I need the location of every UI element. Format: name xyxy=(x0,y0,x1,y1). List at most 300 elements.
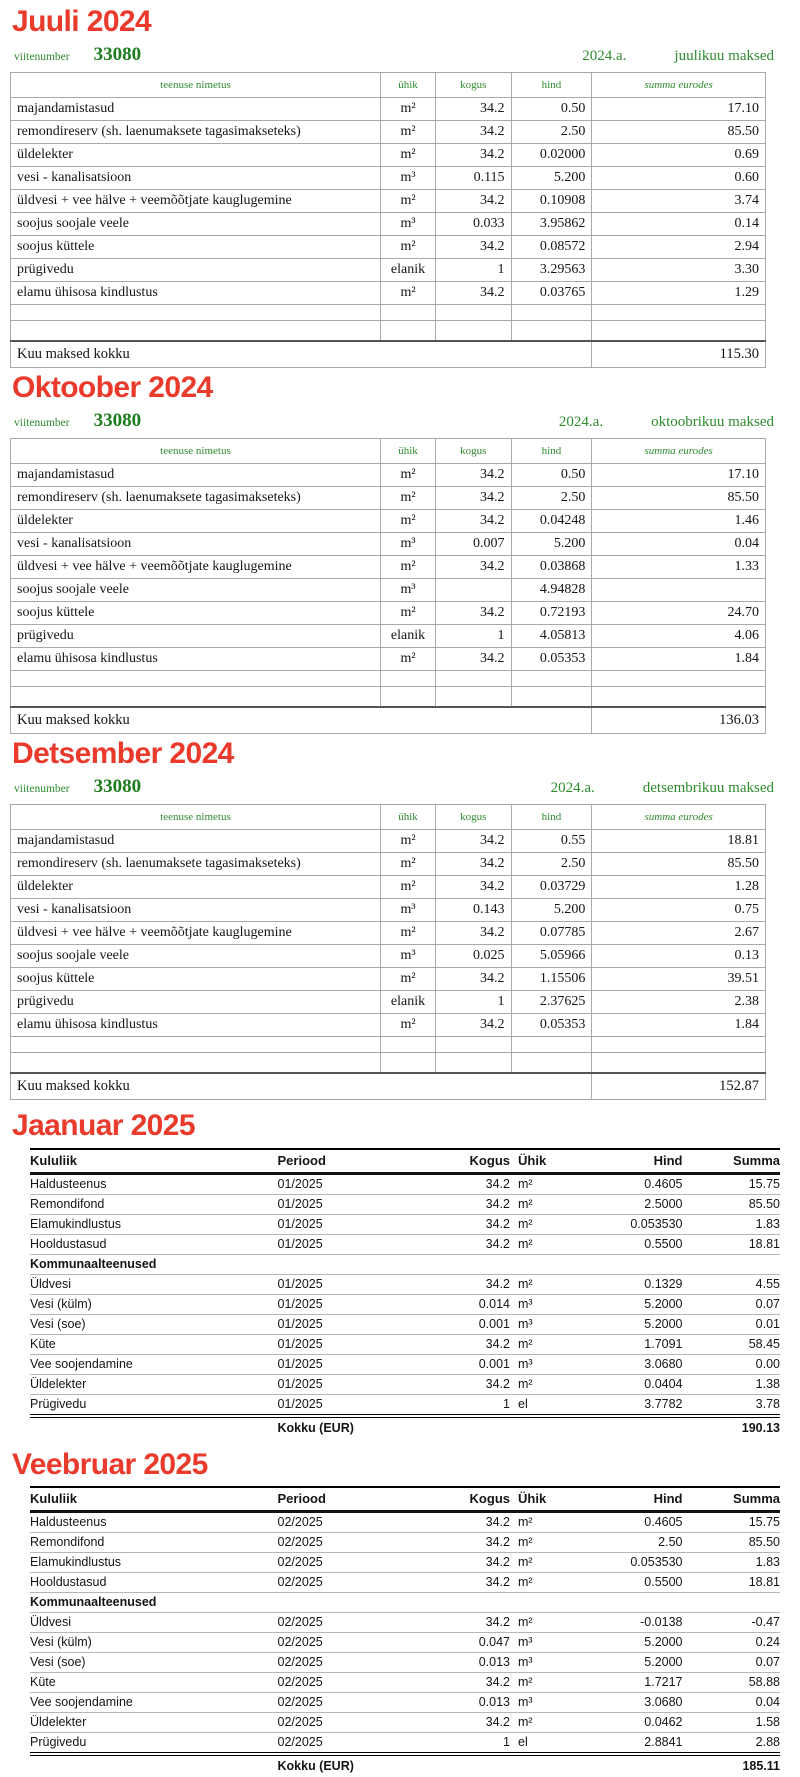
cost-type: Hooldustasud xyxy=(30,1234,278,1254)
column-header-unit: ühik xyxy=(380,438,435,463)
section-title: Jaanuar 2025 xyxy=(12,1109,195,1143)
cost-row xyxy=(30,1573,780,1593)
cost-type: Hooldustasud xyxy=(30,1573,278,1593)
service-quantity xyxy=(436,578,512,601)
service-price: 0.10908 xyxy=(511,189,592,212)
cost-unit: m² xyxy=(510,1533,570,1553)
cost-sum: 3.78 xyxy=(683,1394,781,1416)
service-sum: 1.29 xyxy=(592,282,766,305)
column-header-unit: Ühik xyxy=(510,1487,570,1512)
cost-price xyxy=(570,1254,683,1274)
empty-row xyxy=(11,1037,766,1053)
service-quantity: 34.2 xyxy=(436,852,512,875)
column-header-quantity: kogus xyxy=(436,438,512,463)
service-quantity: 34.2 xyxy=(436,143,512,166)
cost-sum: 18.81 xyxy=(683,1573,781,1593)
service-name: remondireserv (sh. laenumaksete tagasimakseteks) xyxy=(11,120,381,143)
service-price: 0.05353 xyxy=(511,1014,592,1037)
cost-quantity: 34.2 xyxy=(435,1194,510,1214)
service-quantity: 34.2 xyxy=(436,968,512,991)
statement-month-title: oktoobrikuu maksed xyxy=(651,413,774,430)
cost-unit: el xyxy=(510,1394,570,1416)
cost-quantity: 34.2 xyxy=(435,1573,510,1593)
service-sum: 2.38 xyxy=(592,991,766,1014)
cost-price: 5.2000 xyxy=(570,1294,683,1314)
service-sum: 85.50 xyxy=(592,852,766,875)
cost-period: 01/2025 xyxy=(278,1274,436,1294)
service-price: 0.03868 xyxy=(511,555,592,578)
cost-sum: 0.07 xyxy=(683,1653,781,1673)
cost-table xyxy=(30,1148,780,1439)
column-header-sum: Summa xyxy=(683,1487,781,1512)
cost-period: 02/2025 xyxy=(278,1633,436,1653)
service-name: elamu ühisosa kindlustus xyxy=(11,282,381,305)
invoice-sections-2025 xyxy=(10,1110,790,1777)
empty-row xyxy=(11,305,766,321)
cost-quantity xyxy=(435,1593,510,1613)
cost-sum: 4.55 xyxy=(683,1274,781,1294)
month-statement-section xyxy=(10,372,790,734)
charge-row xyxy=(11,97,766,120)
service-sum: 1.33 xyxy=(592,555,766,578)
service-sum: 1.84 xyxy=(592,1014,766,1037)
cost-unit: el xyxy=(510,1733,570,1755)
cost-sum: 0.00 xyxy=(683,1354,781,1374)
service-price: 4.94828 xyxy=(511,578,592,601)
cost-row xyxy=(30,1693,780,1713)
service-sum: 18.81 xyxy=(592,829,766,852)
cost-row xyxy=(30,1553,780,1573)
service-quantity: 34.2 xyxy=(436,829,512,852)
section-title: Veebruar 2025 xyxy=(12,1447,208,1481)
statement-sections-2024 xyxy=(10,6,790,1100)
service-name: soojus soojale veele xyxy=(11,212,381,235)
service-sum: 17.10 xyxy=(592,97,766,120)
cost-period: 01/2025 xyxy=(278,1354,436,1374)
cost-price: 0.4605 xyxy=(570,1173,683,1194)
cost-type: Üldelekter xyxy=(30,1713,278,1733)
service-name: elamu ühisosa kindlustus xyxy=(11,1014,381,1037)
cost-sum: 2.88 xyxy=(683,1733,781,1755)
service-quantity: 34.2 xyxy=(436,509,512,532)
service-price: 0.55 xyxy=(511,829,592,852)
service-unit: m³ xyxy=(380,166,435,189)
cost-type: Elamukindlustus xyxy=(30,1214,278,1234)
service-name: elamu ühisosa kindlustus xyxy=(11,648,381,671)
cost-quantity xyxy=(435,1254,510,1274)
service-quantity: 34.2 xyxy=(436,236,512,259)
column-header-period: Periood xyxy=(278,1149,436,1174)
cost-quantity: 34.2 xyxy=(435,1214,510,1234)
cost-unit: m² xyxy=(510,1713,570,1733)
service-price: 0.03765 xyxy=(511,282,592,305)
service-sum: 0.75 xyxy=(592,898,766,921)
service-name: vesi - kanalisatsioon xyxy=(11,532,381,555)
service-name: soojus soojale veele xyxy=(11,578,381,601)
cost-sum: -0.47 xyxy=(683,1613,781,1633)
service-name: üldelekter xyxy=(11,143,381,166)
cost-price: 0.0404 xyxy=(570,1374,683,1394)
table-header-row xyxy=(11,438,766,463)
service-sum: 2.67 xyxy=(592,921,766,944)
section-title: Detsember 2024 xyxy=(12,737,234,771)
reference-number-label: viitenumber xyxy=(14,782,70,795)
cost-period: 02/2025 xyxy=(278,1512,436,1533)
service-price: 0.07785 xyxy=(511,921,592,944)
reference-number-label: viitenumber xyxy=(14,50,70,63)
service-name: majandamistasud xyxy=(11,829,381,852)
charge-row xyxy=(11,921,766,944)
charge-row xyxy=(11,555,766,578)
cost-type: Kommunaalteenused xyxy=(30,1254,278,1274)
service-quantity: 34.2 xyxy=(436,602,512,625)
statement-month-title: juulikuu maksed xyxy=(674,47,774,64)
service-unit: m³ xyxy=(380,212,435,235)
service-unit: elanik xyxy=(380,259,435,282)
charge-row xyxy=(11,602,766,625)
column-header-sum: summa eurodes xyxy=(592,72,766,97)
month-total-row xyxy=(11,1073,766,1099)
service-sum: 3.74 xyxy=(592,189,766,212)
cost-row xyxy=(30,1254,780,1274)
service-name: vesi - kanalisatsioon xyxy=(11,166,381,189)
service-quantity: 34.2 xyxy=(436,555,512,578)
cost-period: 01/2025 xyxy=(278,1334,436,1354)
service-quantity: 34.2 xyxy=(436,282,512,305)
cost-period: 01/2025 xyxy=(278,1214,436,1234)
service-quantity: 0.115 xyxy=(436,166,512,189)
column-header-cost-type: Kululiik xyxy=(30,1149,278,1174)
service-sum: 0.69 xyxy=(592,143,766,166)
cost-period: 02/2025 xyxy=(278,1673,436,1693)
charges-table xyxy=(10,438,766,735)
service-unit: m² xyxy=(380,463,435,486)
statement-meta xyxy=(14,776,788,798)
cost-price: 0.053530 xyxy=(570,1214,683,1234)
cost-price: 3.0680 xyxy=(570,1693,683,1713)
charge-row xyxy=(11,898,766,921)
statement-meta xyxy=(14,410,788,432)
invoice-total-row xyxy=(30,1754,780,1777)
service-name: remondireserv (sh. laenumaksete tagasimakseteks) xyxy=(11,852,381,875)
service-unit: m² xyxy=(380,486,435,509)
cost-price: 2.50 xyxy=(570,1533,683,1553)
service-name: remondireserv (sh. laenumaksete tagasimakseteks) xyxy=(11,486,381,509)
cost-price: 2.5000 xyxy=(570,1194,683,1214)
column-header-price: Hind xyxy=(570,1487,683,1512)
cost-type: Üldvesi xyxy=(30,1274,278,1294)
service-name: majandamistasud xyxy=(11,97,381,120)
service-unit: m² xyxy=(380,602,435,625)
month-total-row xyxy=(11,707,766,733)
charge-row xyxy=(11,486,766,509)
cost-quantity: 34.2 xyxy=(435,1613,510,1633)
empty-row xyxy=(11,321,766,342)
service-sum: 85.50 xyxy=(592,120,766,143)
cost-period: 02/2025 xyxy=(278,1613,436,1633)
statement-year: 2024.a. xyxy=(550,779,595,796)
cost-sum: 85.50 xyxy=(683,1194,781,1214)
cost-price: 3.0680 xyxy=(570,1354,683,1374)
cost-period: 02/2025 xyxy=(278,1693,436,1713)
cost-quantity: 0.001 xyxy=(435,1354,510,1374)
month-total-label: Kuu maksed kokku xyxy=(11,1073,592,1099)
service-quantity: 34.2 xyxy=(436,1014,512,1037)
cost-price: 0.5500 xyxy=(570,1234,683,1254)
service-quantity: 0.007 xyxy=(436,532,512,555)
month-invoice-section xyxy=(10,1110,790,1439)
cost-row xyxy=(30,1294,780,1314)
charge-row xyxy=(11,463,766,486)
cost-row xyxy=(30,1374,780,1394)
cost-type: Elamukindlustus xyxy=(30,1553,278,1573)
charge-row xyxy=(11,509,766,532)
service-unit: m³ xyxy=(380,898,435,921)
service-unit: elanik xyxy=(380,625,435,648)
table-header-row xyxy=(11,72,766,97)
charge-row xyxy=(11,578,766,601)
cost-type: Haldusteenus xyxy=(30,1512,278,1533)
service-unit: m² xyxy=(380,189,435,212)
charge-row xyxy=(11,259,766,282)
column-header-quantity: Kogus xyxy=(435,1487,510,1512)
month-total-value: 136.03 xyxy=(592,707,766,733)
cost-type: Kommunaalteenused xyxy=(30,1593,278,1613)
service-name: üldelekter xyxy=(11,509,381,532)
service-price: 4.05813 xyxy=(511,625,592,648)
cost-row xyxy=(30,1354,780,1374)
service-unit: m² xyxy=(380,921,435,944)
column-header-quantity: kogus xyxy=(436,72,512,97)
month-invoice-section xyxy=(10,1449,790,1777)
cost-price: 0.4605 xyxy=(570,1512,683,1533)
cost-price: 2.8841 xyxy=(570,1733,683,1755)
cost-unit: m² xyxy=(510,1573,570,1593)
cost-period: 01/2025 xyxy=(278,1294,436,1314)
service-name: soojus soojale veele xyxy=(11,945,381,968)
cost-unit: m² xyxy=(510,1274,570,1294)
cost-price: 1.7091 xyxy=(570,1334,683,1354)
service-unit: m² xyxy=(380,829,435,852)
cost-quantity: 1 xyxy=(435,1394,510,1416)
statement-year: 2024.a. xyxy=(558,413,604,430)
cost-quantity: 0.001 xyxy=(435,1314,510,1334)
cost-price: 5.2000 xyxy=(570,1633,683,1653)
cost-sum: 0.07 xyxy=(683,1294,781,1314)
service-price: 1.15506 xyxy=(511,968,592,991)
cost-price: 0.053530 xyxy=(570,1553,683,1573)
service-quantity: 34.2 xyxy=(436,120,512,143)
service-sum xyxy=(592,578,766,601)
service-name: majandamistasud xyxy=(11,463,381,486)
service-name: üldvesi + vee hälve + veemõõtjate kauglugemine xyxy=(11,921,381,944)
cost-type: Haldusteenus xyxy=(30,1173,278,1194)
invoice-total-label: Kokku (EUR) xyxy=(278,1754,436,1777)
section-title: Oktoober 2024 xyxy=(12,371,213,405)
cost-quantity: 34.2 xyxy=(435,1553,510,1573)
service-unit: m³ xyxy=(380,945,435,968)
cost-type: Remondifond xyxy=(30,1533,278,1553)
cost-type: Küte xyxy=(30,1673,278,1693)
cost-row xyxy=(30,1194,780,1214)
cost-type: Vee soojendamine xyxy=(30,1354,278,1374)
reference-number: 33080 xyxy=(93,409,142,431)
statement-year: 2024.a. xyxy=(582,47,627,64)
cost-sum xyxy=(683,1593,781,1613)
cost-unit: m² xyxy=(510,1173,570,1194)
service-sum: 1.46 xyxy=(592,509,766,532)
cost-unit: m² xyxy=(510,1553,570,1573)
cost-sum: 1.38 xyxy=(683,1374,781,1394)
cost-price: 5.2000 xyxy=(570,1314,683,1334)
column-header-quantity: Kogus xyxy=(435,1149,510,1174)
cost-quantity: 34.2 xyxy=(435,1713,510,1733)
cost-unit: m² xyxy=(510,1512,570,1533)
charges-table xyxy=(10,72,766,369)
cost-sum: 1.58 xyxy=(683,1713,781,1733)
cost-type: Prügivedu xyxy=(30,1733,278,1755)
service-quantity: 34.2 xyxy=(436,463,512,486)
cost-price: 0.5500 xyxy=(570,1573,683,1593)
charge-row xyxy=(11,991,766,1014)
cost-period: 02/2025 xyxy=(278,1653,436,1673)
charge-row xyxy=(11,236,766,259)
cost-quantity: 34.2 xyxy=(435,1173,510,1194)
cost-quantity: 0.047 xyxy=(435,1633,510,1653)
cost-quantity: 0.014 xyxy=(435,1294,510,1314)
cost-row xyxy=(30,1593,780,1613)
service-sum: 0.04 xyxy=(592,532,766,555)
service-sum: 39.51 xyxy=(592,968,766,991)
cost-unit: m² xyxy=(510,1673,570,1693)
cost-type: Vesi (soe) xyxy=(30,1314,278,1334)
cost-type: Üldvesi xyxy=(30,1613,278,1633)
month-total-label: Kuu maksed kokku xyxy=(11,341,592,367)
column-header-service: teenuse nimetus xyxy=(11,804,381,829)
statement-meta xyxy=(14,44,788,66)
service-unit: m² xyxy=(380,143,435,166)
cost-row xyxy=(30,1613,780,1633)
service-price: 2.37625 xyxy=(511,991,592,1014)
cost-unit: m³ xyxy=(510,1314,570,1334)
service-unit: m² xyxy=(380,648,435,671)
column-header-price: hind xyxy=(511,438,592,463)
cost-row xyxy=(30,1653,780,1673)
cost-unit: m² xyxy=(510,1613,570,1633)
service-unit: m² xyxy=(380,852,435,875)
service-name: üldvesi + vee hälve + veemõõtjate kauglugemine xyxy=(11,189,381,212)
cost-row xyxy=(30,1394,780,1416)
service-unit: m² xyxy=(380,555,435,578)
service-name: vesi - kanalisatsioon xyxy=(11,898,381,921)
column-header-sum: summa eurodes xyxy=(592,804,766,829)
cost-unit xyxy=(510,1593,570,1613)
charge-row xyxy=(11,829,766,852)
cost-row xyxy=(30,1173,780,1194)
service-name: soojus küttele xyxy=(11,602,381,625)
service-price: 2.50 xyxy=(511,120,592,143)
empty-row xyxy=(11,671,766,687)
service-unit: m² xyxy=(380,1014,435,1037)
column-header-price: hind xyxy=(511,72,592,97)
section-title: Juuli 2024 xyxy=(12,5,152,38)
invoice-total-value: 190.13 xyxy=(683,1416,781,1439)
service-quantity: 1 xyxy=(436,625,512,648)
table-header-row xyxy=(30,1487,780,1512)
charge-row xyxy=(11,852,766,875)
cost-row xyxy=(30,1274,780,1294)
month-statement-section xyxy=(10,738,790,1100)
cost-period: 02/2025 xyxy=(278,1733,436,1755)
service-quantity: 34.2 xyxy=(436,189,512,212)
service-unit: m² xyxy=(380,282,435,305)
service-name: prügivedu xyxy=(11,625,381,648)
cost-period xyxy=(278,1593,436,1613)
charge-row xyxy=(11,143,766,166)
cost-quantity: 1 xyxy=(435,1733,510,1755)
cost-sum: 15.75 xyxy=(683,1173,781,1194)
charge-row xyxy=(11,120,766,143)
invoice-total-label: Kokku (EUR) xyxy=(278,1416,436,1439)
cost-period: 02/2025 xyxy=(278,1553,436,1573)
charge-row xyxy=(11,945,766,968)
charge-row xyxy=(11,532,766,555)
month-total-value: 115.30 xyxy=(592,341,766,367)
cost-type: Küte xyxy=(30,1334,278,1354)
service-quantity: 1 xyxy=(436,259,512,282)
service-unit: m² xyxy=(380,509,435,532)
column-header-price: Hind xyxy=(570,1149,683,1174)
service-price: 0.04248 xyxy=(511,509,592,532)
empty-row xyxy=(11,687,766,708)
service-price: 0.50 xyxy=(511,463,592,486)
cost-sum xyxy=(683,1254,781,1274)
cost-unit xyxy=(510,1254,570,1274)
service-sum: 1.84 xyxy=(592,648,766,671)
empty-row xyxy=(11,1053,766,1074)
column-header-sum: Summa xyxy=(683,1149,781,1174)
table-header-row xyxy=(11,804,766,829)
service-unit: m³ xyxy=(380,532,435,555)
service-sum: 0.14 xyxy=(592,212,766,235)
column-header-sum: summa eurodes xyxy=(592,438,766,463)
column-header-cost-type: Kululiik xyxy=(30,1487,278,1512)
service-sum: 24.70 xyxy=(592,602,766,625)
service-name: prügivedu xyxy=(11,259,381,282)
cost-unit: m³ xyxy=(510,1693,570,1713)
service-sum: 3.30 xyxy=(592,259,766,282)
cost-price: 1.7217 xyxy=(570,1673,683,1693)
cost-row xyxy=(30,1234,780,1254)
cost-quantity: 34.2 xyxy=(435,1374,510,1394)
column-header-unit: ühik xyxy=(380,804,435,829)
cost-quantity: 34.2 xyxy=(435,1274,510,1294)
service-name: üldvesi + vee hälve + veemõõtjate kauglugemine xyxy=(11,555,381,578)
service-quantity: 34.2 xyxy=(436,875,512,898)
charge-row xyxy=(11,212,766,235)
cost-sum: 0.24 xyxy=(683,1633,781,1653)
service-price: 2.50 xyxy=(511,486,592,509)
service-sum: 1.28 xyxy=(592,875,766,898)
cost-quantity: 34.2 xyxy=(435,1673,510,1693)
column-header-unit: ühik xyxy=(380,72,435,97)
cost-unit: m² xyxy=(510,1334,570,1354)
cost-quantity: 34.2 xyxy=(435,1533,510,1553)
service-quantity: 34.2 xyxy=(436,648,512,671)
cost-price: 5.2000 xyxy=(570,1653,683,1673)
cost-row xyxy=(30,1713,780,1733)
cost-period: 01/2025 xyxy=(278,1314,436,1334)
